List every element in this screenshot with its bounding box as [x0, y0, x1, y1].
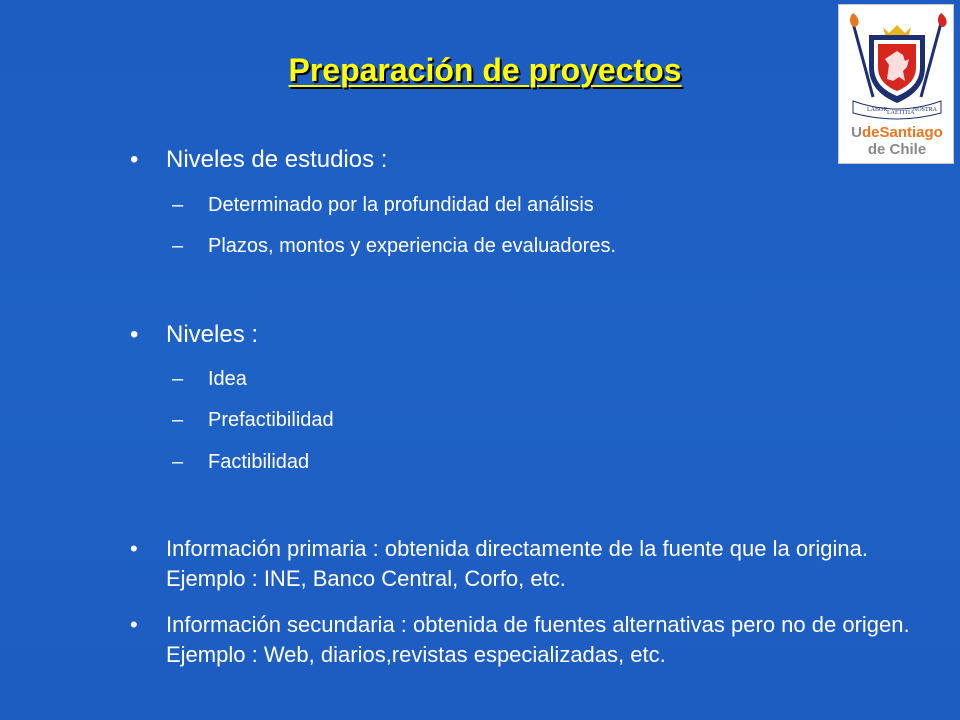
sub-text: Idea — [208, 368, 247, 390]
university-logo — [838, 4, 954, 164]
logo-name-line1: UdeSantiago — [851, 124, 943, 141]
logo-motto-1: LABOR — [867, 107, 888, 113]
sub-dash: – — [172, 368, 184, 390]
bullet-text: Información secundaria : obtenida de fuentes alternativas pero no de origen. Ejemplo : Web, diarios,revistas especializadas, etc. — [166, 612, 910, 667]
sub-dash: – — [172, 194, 184, 216]
bullet-text: Niveles de estudios : — [166, 146, 388, 173]
bullet-text: Niveles : — [166, 321, 259, 348]
bullet-text: Información primaria : obtenida directamente de la fuente que la origina. Ejemplo : INE, Banco Central, Corfo, etc. — [166, 536, 868, 591]
sub-text: Factibilidad — [208, 451, 310, 473]
sub-text: Plazos, montos y experiencia de evaluadores. — [208, 235, 617, 257]
sub-text: Determinado por la profundidad del análisis — [208, 194, 594, 216]
sub-dash: – — [172, 235, 184, 257]
bullet-dot: • — [130, 536, 138, 561]
bullet-dot: • — [130, 612, 138, 637]
sub-text: Prefactibilidad — [208, 409, 334, 431]
logo-motto-2: LAETITIA — [887, 110, 915, 116]
slide-title: Preparación de proyectos — [288, 52, 682, 88]
logo-motto-3: NOSTRA — [913, 107, 938, 113]
bullet-dot: • — [130, 321, 139, 348]
sub-dash: – — [172, 409, 184, 431]
sub-dash: – — [172, 451, 184, 473]
bullet-dot: • — [130, 146, 139, 173]
logo-name-line2: de Chile — [867, 141, 927, 158]
university-crest-icon — [839, 5, 955, 125]
